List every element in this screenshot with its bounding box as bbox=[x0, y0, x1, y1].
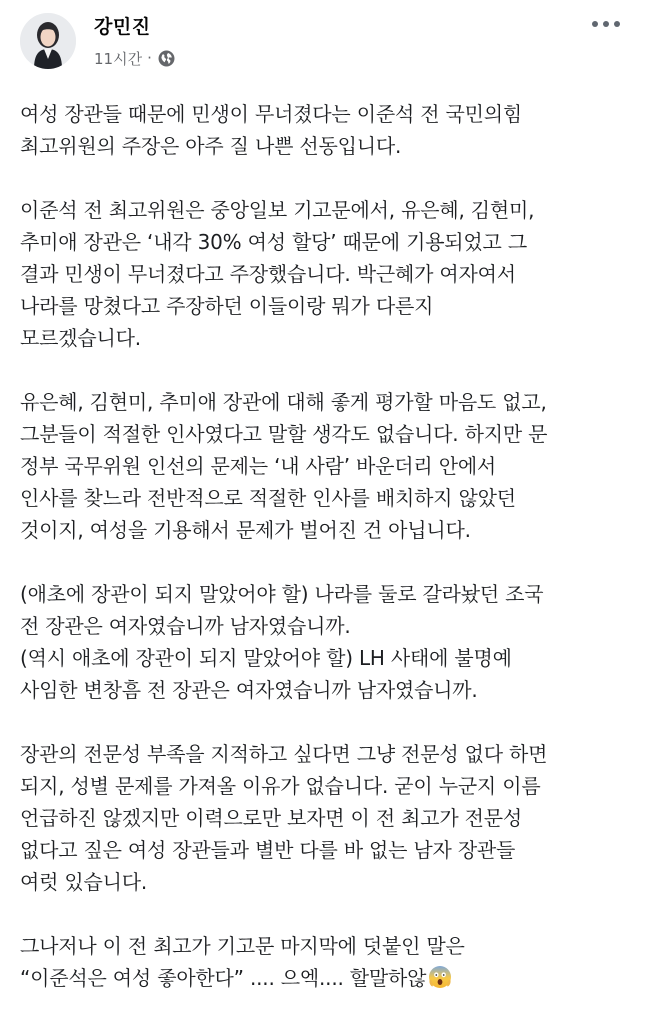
paragraph-2 bbox=[20, 194, 638, 354]
text-line: (애초에 장관이 되지 말았어야 할) 나라를 둘로 갈라놨던 조국 bbox=[20, 582, 544, 606]
text-line: 장관의 전문성 부족을 지적하고 싶다면 그냥 전문성 없다 하면 bbox=[20, 742, 548, 766]
text-line: 최고위원의 주장은 아주 질 나쁜 선동입니다. bbox=[20, 134, 402, 158]
text-line: 것이지, 여성을 기용해서 문제가 벌어진 건 아닙니다. bbox=[20, 518, 471, 542]
globe-icon[interactable] bbox=[158, 50, 175, 67]
paragraph-6 bbox=[20, 930, 638, 994]
text-line: 되지, 성별 문제를 가져올 이유가 없습니다. 굳이 누군지 이름 bbox=[20, 774, 541, 798]
text-line: (역시 애초에 장관이 되지 말았어야 할) LH 사태에 불명예 bbox=[20, 646, 512, 670]
author-name[interactable]: 강민진 bbox=[94, 16, 151, 38]
text-line: 없다고 짚은 여성 장관들과 별반 다를 바 없는 남자 장관들 bbox=[20, 838, 516, 862]
text-line: 유은혜, 김현미, 추미애 장관에 대해 좋게 평가할 마음도 없고, bbox=[20, 390, 547, 414]
paragraph-5 bbox=[20, 738, 638, 898]
text-line: 이준석 전 최고위원은 중앙일보 기고문에서, 유은혜, 김현미, bbox=[20, 198, 535, 222]
text-line-with-emoji bbox=[20, 962, 638, 994]
text-line: 그분들이 적절한 인사였다고 말할 생각도 없습니다. 하지만 문 bbox=[20, 422, 548, 446]
post-timestamp[interactable]: 11시간 bbox=[94, 49, 143, 68]
meta-separator: · bbox=[147, 49, 152, 67]
paragraph-1 bbox=[20, 98, 638, 162]
text-line: 사임한 변창흠 전 장관은 여자였습니까 남자였습니까. bbox=[20, 678, 478, 702]
screaming-face-emoji-icon bbox=[428, 965, 452, 989]
profile-photo-icon bbox=[20, 13, 76, 69]
post-header bbox=[0, 0, 648, 90]
paragraph-3 bbox=[20, 386, 638, 546]
avatar[interactable] bbox=[20, 13, 76, 69]
text-line: 나라를 망쳤다고 주장하던 이들이랑 뭐가 다른지 bbox=[20, 294, 434, 318]
post-meta bbox=[94, 47, 175, 69]
text-line: 모르겠습니다. bbox=[20, 326, 141, 350]
text-line: 정부 국무위원 인선의 문제는 ‘내 사람’ 바운더리 안에서 bbox=[20, 454, 497, 478]
post-body bbox=[20, 98, 638, 1026]
more-options-button[interactable] bbox=[586, 10, 626, 38]
closing-text: “이준석은 여성 좋아한다” .... 으엑.... 할말하않 bbox=[20, 966, 427, 990]
text-line: 인사를 찾느라 전반적으로 적절한 인사를 배치하지 않았던 bbox=[20, 486, 516, 510]
text-line: 그나저나 이 전 최고가 기고문 마지막에 덧붙인 말은 bbox=[20, 934, 465, 958]
text-line: 전 장관은 여자였습니까 남자였습니까. bbox=[20, 614, 351, 638]
paragraph-4 bbox=[20, 578, 638, 706]
text-line: 언급하진 않겠지만 이력으로만 보자면 이 전 최고가 전문성 bbox=[20, 806, 522, 830]
text-line: 여성 장관들 때문에 민생이 무너졌다는 이준석 전 국민의힘 bbox=[20, 102, 522, 126]
text-line: 결과 민생이 무너졌다고 주장했습니다. 박근혜가 여자여서 bbox=[20, 262, 516, 286]
more-dots-icon bbox=[590, 20, 622, 28]
text-line: 추미애 장관은 ‘내각 30% 여성 할당’ 때문에 기용되었고 그 bbox=[20, 230, 527, 254]
text-line: 여럿 있습니다. bbox=[20, 870, 148, 894]
